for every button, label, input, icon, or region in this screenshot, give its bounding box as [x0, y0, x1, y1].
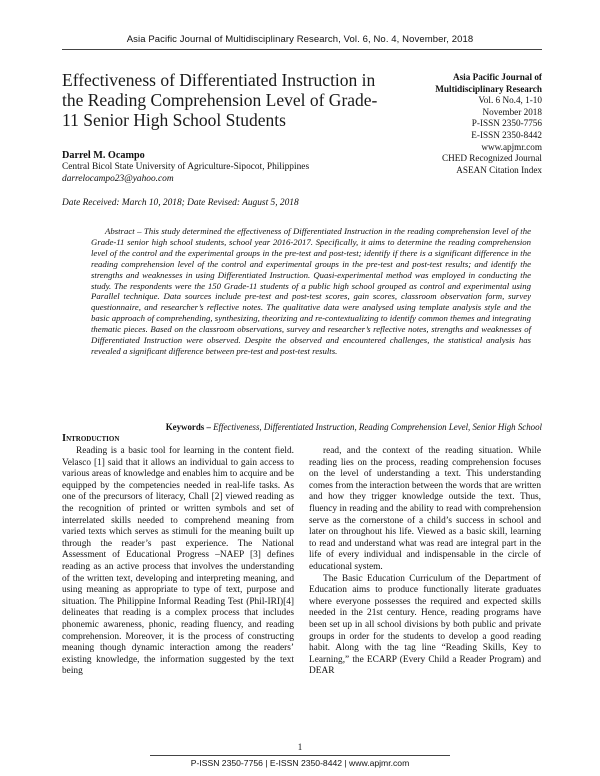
footer-divider [150, 755, 450, 756]
body-right-column [309, 446, 541, 678]
journal-website[interactable]: www.apjmr.com [481, 141, 542, 152]
footer-issn: P-ISSN 2350-7756 | E-ISSN 2350-8442 | www.apjmr.com [190, 758, 410, 768]
abstract: Abstract – This study determined the effectiveness of Differentiated Instruction in the reading comprehension level of the Grade-11 senior high school students, school year 2016-2017. Specifically, it aims to determine the reading comprehension level of the control and the experimental groups in the pre-test and post-test; identify if there is a significant difference in the reading comprehension level of the control and experimental groups in the pre-test and post-test results; and identify the strengths and weaknesses in using Differentiated Instruction. Quasi-experimental method was employed in conducting the study. The respondents were the 150 Grade-11 students of a public high school grouped as control and experimental using Parallel technique. Data sources include pre-test and post-test scores, gain scores, classroom observation form, survey questionnaire, and researcher’s reflective notes. The qualitative data were analysed using template analysis style and the basic approach of comprehending, synthesizing, theorizing and re-contextualizing to identify common themes and integrating thematic pieces. Based on the classroom observations, survey and researcher’s reflective notes, strengths and weaknesses of Differentiated Instruction were observed. Despite the observed and encountered challenges, the statistical analysis has revealed a significant difference between pre-test and post-test results. [91, 226, 531, 356]
journal-volume: Vol. 6 No.4, 1-10 [478, 95, 542, 106]
body-paragraph: Reading is a basic tool for learning in the content field. Velasco [1] said that it allows an individual to gain access to various areas of knowledge and enables him to acquire and be equipped by the competencies needed in real-life tasks. As one of the precursors of literacy, Chall [2] viewed reading as the recognition of printed or written symbols and set of interrelated skills needed to comprehend meaning from varied texts which serves as stimuli for the meaning built up through the reader’s past experience. The National Assessment of Educational Progress –NAEP [3] defines reading as an active process that involves the understanding of the written text, developing and interpreting meaning, and using meaning as appropriate to type of text, purpose and situation. The Philippine Informal Reading Test (Phil-IRI)[4] delineates that reading is a complex process that includes phonemic awareness, phonic, reading fluency, and reading comprehension. Moreover, it is the process of constructing meaning though dynamic interaction among the readers’ existing knowledge, the information suggested by the text being [62, 446, 294, 677]
page-number: 1 [297, 742, 303, 752]
submission-dates: Date Received: March 10, 2018; Date Revised: August 5, 2018 [62, 198, 299, 208]
header-divider [62, 49, 542, 50]
journal-name-line2: Multidisciplinary Research [435, 83, 542, 94]
paper-title: Effectiveness of Differentiated Instruction in the Reading Comprehension Level of Grade-11 Senior High School Students [62, 70, 378, 130]
author-name: Darrel M. Ocampo [62, 150, 145, 161]
section-heading: Introduction [62, 433, 120, 444]
journal-date: November 2018 [482, 106, 542, 117]
keywords-label: Keywords – [165, 422, 211, 432]
author-email[interactable]: darrelocampo23@yahoo.com [62, 174, 174, 184]
journal-eissn: E-ISSN 2350-8442 [471, 129, 542, 140]
keywords-text: Effectiveness, Differentiated Instruction, Reading Comprehension Level, Senior High School [210, 422, 542, 432]
body-paragraph: The Basic Education Curriculum of the Department of Education aims to produce functionally literate graduates where everyone possesses the required and expected skills needed in the 21st century. Hence, reading programs have been set up in all school divisions by both public and private groups in order for the students to develop a good reading habit. Along with the tag line “Reading Skills, Key to Learning,” the ECARP (Every Child a Reader Program) and DEAR [309, 573, 541, 677]
author-affiliation: Central Bicol State University of Agriculture-Sipocot, Philippines [62, 162, 310, 172]
journal-asean: ASEAN Citation Index [456, 164, 542, 175]
journal-info [410, 72, 542, 176]
running-head: Asia Pacific Journal of Multidisciplinary Research, Vol. 6, No. 4, November, 2018 [126, 34, 474, 45]
journal-name-line1: Asia Pacific Journal of [452, 72, 542, 82]
keywords [62, 422, 542, 432]
body-paragraph: read, and the context of the reading situation. While reading lies on the process, reading comprehension focuses on the level of understanding a text. This understanding comes from the interaction between the words that are written and how they trigger knowledge outside the text. Thus, fluency in reading and the ability to read with comprehension serve as the cornerstone of a child’s success in school and later on throughout his life. Viewed as a basic skill, learning to read and understand what was read are integral part in the life of every individual and indispensable in the circle of educational system. [309, 446, 541, 572]
body-left-column [62, 446, 294, 678]
journal-ched: CHED Recognized Journal [441, 153, 542, 164]
journal-pissn: P-ISSN 2350-7756 [471, 118, 542, 129]
